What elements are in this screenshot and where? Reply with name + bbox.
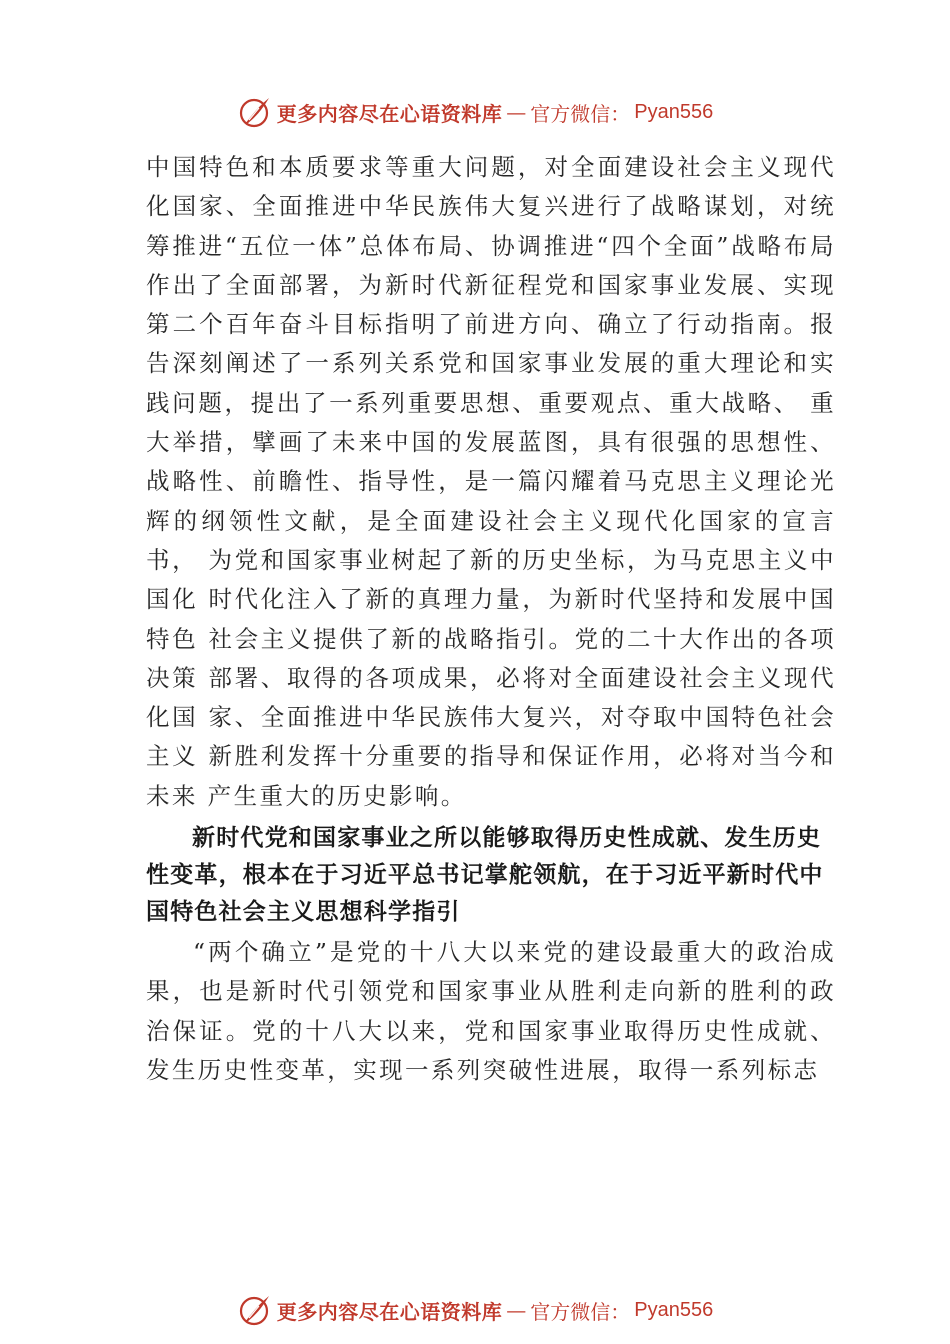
banner-text: 更多内容尽在心语资料库	[276, 101, 503, 126]
footer-banner	[0, 1290, 950, 1330]
header-banner	[0, 92, 950, 132]
quill-logo-icon	[237, 1292, 273, 1328]
paragraph-2: “两个确立”是党的十八大以来党的建设最重大的政治成果，也是新时代引领党和国家事业从胜利走向新的胜利的政治保证。党的十八大以来，党和国家事业取得历史性成就、发生历史性变革，实现一系列突破性进展，取得一系列标志	[146, 938, 836, 1084]
banner-wechat-label: 官方微信：	[530, 1299, 631, 1324]
banner-wechat-label: 官方微信：	[530, 101, 631, 126]
section-heading: 新时代党和国家事业之所以能够取得历史性成就、发生历史性变革，根本在于习近平总书记掌舵领航，在于习近平新时代中国特色社会主义思想科学指引	[146, 825, 824, 926]
banner-text: 更多内容尽在心语资料库	[276, 1299, 503, 1324]
document-body	[146, 148, 836, 1090]
paragraph-1: 中国特色和本质要求等重大问题，对全面建设社会主义现代化国家、全面推进中华民族伟大复兴进行了战略谋划，对统筹推进“五位一体”总体布局、协调推进“四个全面”战略布局作出了全面部署，为新时代新征程党和国家事业发展、实现第二个百年奋斗目标指明了前进方向、确立了行动指南。报告深刻阐述了一系列关系党和国家事业发展的重大理论和实践问题，提出了一系列重要思想、重要观点、重大战略、 重大举措，擘画了未来中国的发展蓝图，具有很强的思想性、战略性、前瞻性、指导性，是一篇闪耀着马克思主义理论光 辉的纲领性文献，是全面建设社会主义现代化国家的宣言书， 为党和国家事业树起了新的历史坐标，为马克思主义中国化 时代化注入了新的真理力量，为新时代坚持和发展中国特色 社会主义提供了新的战略指引。党的二十大作出的各项决策 部署、取得的各项成果，必将对全面建设社会主义现代化国 家、全面推进中华民族伟大复兴，对夺取中国特色社会主义 新胜利发挥十分重要的指导和保证作用，必将对当今和未来 产生重大的历史影响。	[146, 153, 836, 810]
banner-separator: —	[506, 1298, 527, 1322]
quill-logo-icon	[237, 94, 273, 130]
banner-separator: —	[506, 100, 527, 124]
banner-wechat-id: Pyan556	[634, 100, 714, 123]
banner-wechat-id: Pyan556	[634, 1298, 714, 1321]
